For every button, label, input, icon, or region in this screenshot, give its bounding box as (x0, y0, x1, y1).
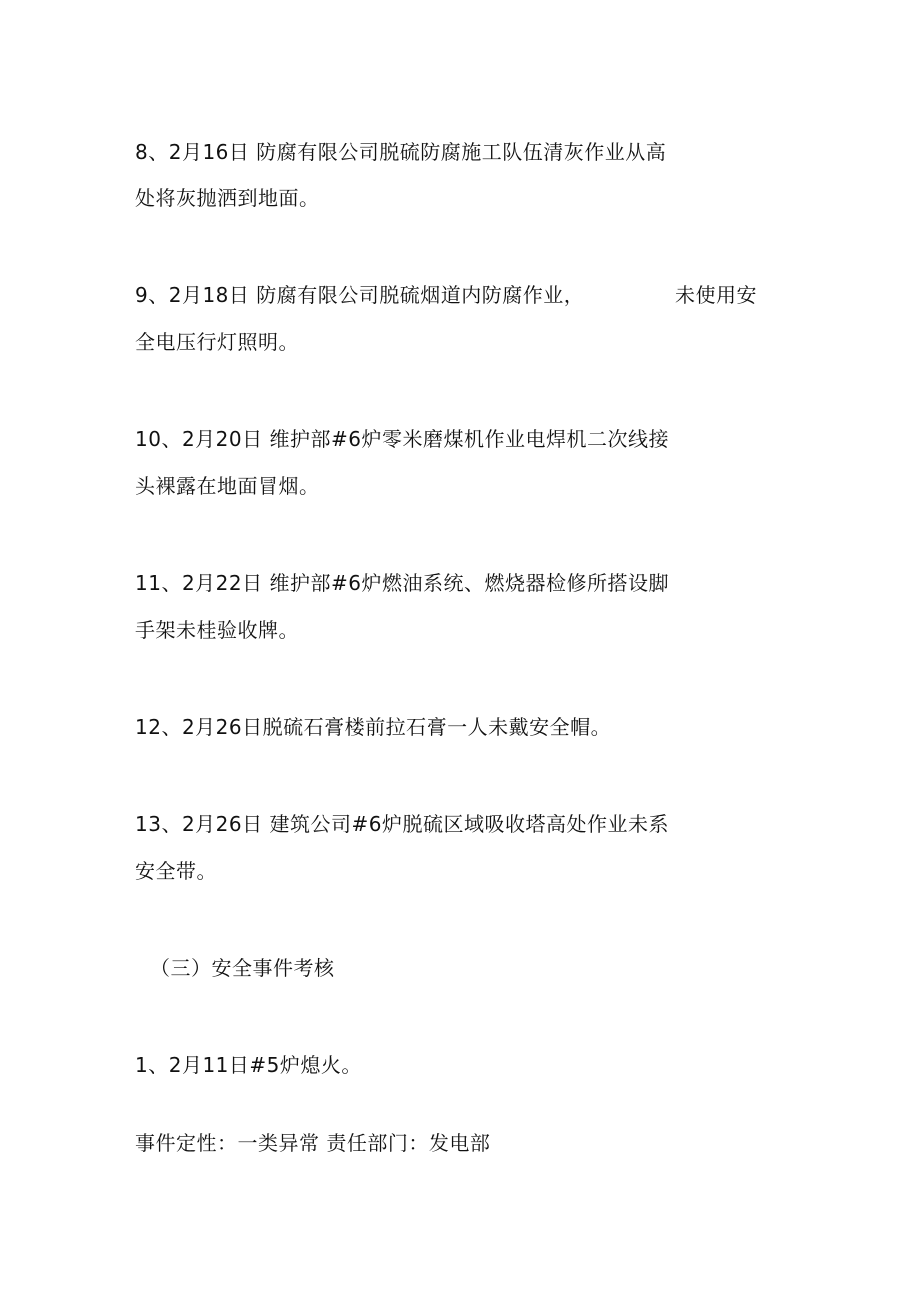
event-detail: 事件定性：一类异常 责任部门：发电部 (135, 1131, 491, 1155)
item-13-line-1: 13、2月26日 建筑公司#6炉脱硫区域吸收塔高处作业未系 (135, 812, 669, 836)
item-13-line-2: 安全带。 (135, 859, 217, 883)
item-11-line-1: 11、2月22日 维护部#6炉燃油系统、燃烧器检修所搭设脚 (135, 571, 669, 595)
item-9-line-1-right: 未使用安 (675, 283, 757, 307)
item-10-line-1: 10、2月20日 维护部#6炉零米磨煤机作业电焊机二次线接 (135, 427, 669, 451)
item-8-line-1: 8、2月16日 防腐有限公司脱硫防腐施工队伍清灰作业从高 (135, 140, 667, 164)
item-9-line-1: 9、2月18日 防腐有限公司脱硫烟道内防腐作业， (135, 283, 585, 307)
item-12-line-1: 12、2月26日脱硫石膏楼前拉石膏一人未戴安全帽。 (135, 715, 612, 739)
event-title: 1、2月11日#5炉熄火。 (135, 1053, 362, 1077)
item-11-line-2: 手架未桂验收牌。 (135, 618, 299, 642)
item-9-line-2: 全电压行灯照明。 (135, 330, 299, 354)
item-8-line-2: 处将灰抛洒到地面。 (135, 186, 320, 210)
item-10-line-2: 头裸露在地面冒烟。 (135, 474, 320, 498)
section-heading: （三）安全事件考核 (150, 956, 335, 980)
